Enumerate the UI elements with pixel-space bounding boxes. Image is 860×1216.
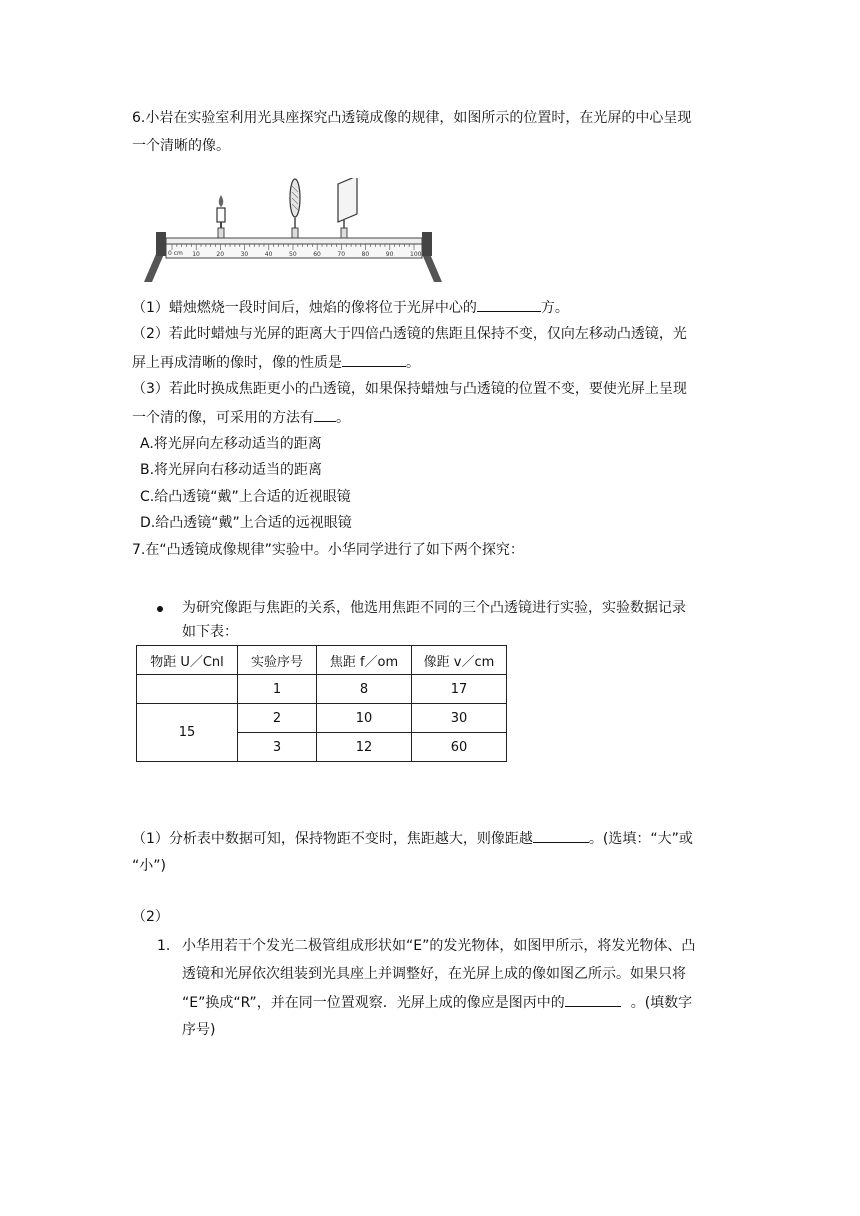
table-cell: 2	[238, 704, 317, 733]
q7-item-line3: “E”换成“R”，并在同一位置观察．光屏上成的像应是图丙中的 。(填数字	[182, 992, 692, 1013]
ruler-tick-label: 10	[192, 251, 200, 258]
optical-bench-drawing	[142, 178, 442, 286]
q6-part3-blank	[314, 407, 336, 422]
candle-flame-icon	[219, 195, 224, 207]
ruler-tick-label: 60	[313, 251, 321, 258]
left-end-block	[156, 232, 166, 256]
ruler-tick-label: 20	[216, 251, 225, 258]
q7-item-line2: 透镜和光屏依次组装到光具座上并调整好，在光屏上成的像如图乙所示。如果只将	[182, 966, 686, 982]
optical-bench-figure	[142, 178, 442, 286]
rail-top	[166, 238, 422, 244]
table-header: 像距 v／cm	[412, 646, 507, 675]
table-header: 物距 U／Cnl	[137, 646, 238, 675]
data-table	[136, 645, 507, 762]
table-cell: 8	[317, 675, 412, 704]
ruler-tick-label: 100	[410, 251, 422, 258]
table-cell: 17	[412, 675, 507, 704]
option-b: B.将光屏向右移动适当的距离	[140, 462, 323, 478]
q6-part1-blank	[477, 297, 541, 312]
left-leg	[144, 254, 164, 282]
option-d: D.给凸透镜“戴”上合适的远视眼镜	[140, 515, 352, 531]
table-header-row	[137, 646, 507, 675]
table-cell-object-distance: 15	[137, 704, 238, 762]
candle	[217, 195, 225, 238]
table-cell-empty	[137, 675, 238, 704]
q7-bullet-line2: 如下表：	[182, 624, 238, 640]
ruler-tick-label: 30	[240, 251, 249, 258]
q6-part2-line1: （2）若此时蜡烛与光屏的距离大于四倍凸透镜的焦距且保持不变，仅向左移动凸透镜，光	[132, 326, 687, 342]
q7-part2-label: （2）	[132, 909, 169, 925]
table-cell: 10	[317, 704, 412, 733]
table-header: 焦距 f／om	[317, 646, 412, 675]
table-header: 实验序号	[238, 646, 317, 675]
right-leg	[422, 254, 442, 282]
q6-stem-line1: 6.小岩在实验室利用光具座探究凸透镜成像的规律，如图所示的位置时，在光屏的中心呈现	[132, 110, 692, 126]
bullet-dot	[157, 606, 163, 612]
table-row	[137, 675, 507, 704]
q6-part2-line2: 屏上再成清晰的像时，像的性质是 。	[132, 352, 420, 373]
q6-part3-line2: 一个清的像，可采用的方法有 。	[132, 407, 350, 428]
option-c: C.给凸透镜“戴”上合适的近视眼镜	[140, 489, 351, 505]
q6-part3-line1: （3）若此时换成焦距更小的凸透镜，如果保持蜡烛与凸透镜的位置不变，要使光屏上呈现	[132, 381, 687, 397]
q7-item-blank	[565, 992, 621, 1007]
q7-item-line1: 小华用若干个发光二极管组成形状如“E”的发光物体，如图甲所示，将发光物体、凸	[182, 938, 696, 954]
q6-part2-blank	[342, 352, 406, 367]
table-cell: 12	[317, 733, 412, 762]
ruler-tick-label: 90	[385, 251, 394, 258]
q7-part1-line2: “小”)	[132, 858, 166, 874]
option-a: A.将光屏向左移动适当的距离	[140, 436, 322, 452]
table-row	[137, 704, 507, 733]
screen-icon	[338, 178, 357, 222]
table-cell: 30	[412, 704, 507, 733]
table-cell: 1	[238, 675, 317, 704]
right-end-block	[422, 232, 432, 256]
q7-bullet-line1: 为研究像距与焦距的关系，他选用焦距不同的三个凸透镜进行实验，实验数据记录	[182, 600, 686, 616]
q7-item-line4: 序号)	[182, 1022, 216, 1038]
q7-part1-blank	[533, 828, 589, 843]
ruler-unit-label: 0 cm	[168, 250, 183, 257]
q6-stem-line2: 一个清晰的像。	[132, 138, 230, 154]
ruler-tick-label: 50	[289, 251, 297, 258]
list-item-number: 1.	[157, 938, 171, 954]
table-cell: 3	[238, 733, 317, 762]
lens-icon	[290, 179, 300, 217]
convex-lens	[290, 179, 300, 238]
q6-part1: （1）蜡烛燃烧一段时间后，烛焰的像将位于光屏中心的 方。	[132, 297, 569, 318]
light-screen	[338, 178, 357, 238]
ruler-tick-label: 70	[337, 251, 346, 258]
q7-part1-line1: （1）分析表中数据可知，保持物距不变时，焦距越大，则像距越 。(选填：“大”或	[132, 828, 693, 849]
ruler-tick-label: 40	[264, 251, 273, 258]
ruler-tick-label: 80	[361, 251, 370, 258]
table-cell: 60	[412, 733, 507, 762]
q7-title: 7.在“凸透镜成像规律”实验中。小华同学进行了如下两个探究：	[132, 542, 524, 558]
